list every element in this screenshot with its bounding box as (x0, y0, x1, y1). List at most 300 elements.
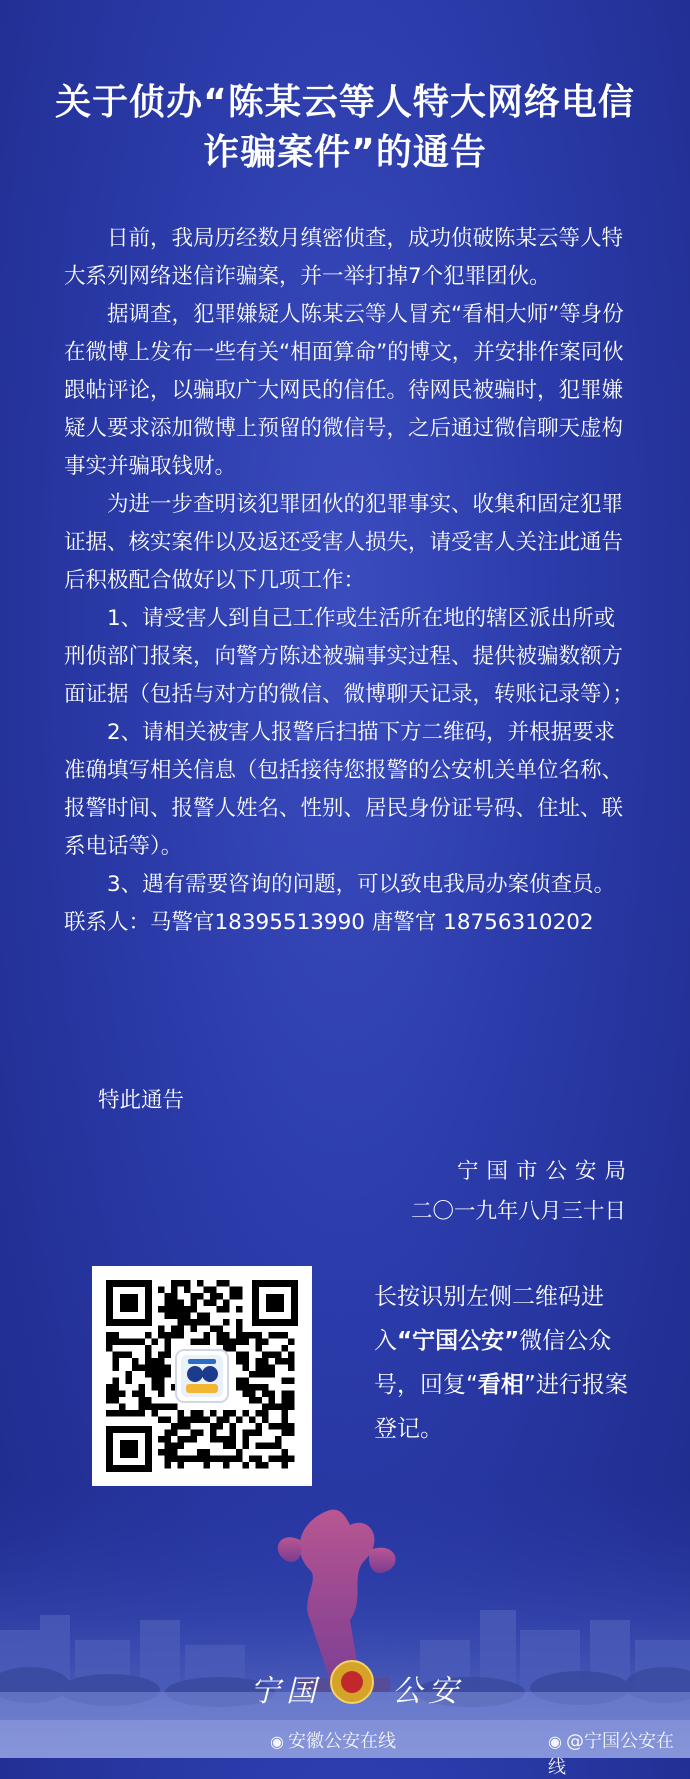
qr-instructions (374, 1275, 634, 1451)
qr-module (236, 1339, 243, 1346)
qr-caption-part3: ”进行报案登记。 (374, 1372, 628, 1442)
qr-module (288, 1391, 295, 1398)
qr-module (126, 1339, 133, 1346)
qr-module (243, 1358, 250, 1365)
qr-module (217, 1423, 224, 1430)
qr-module (256, 1410, 263, 1417)
qr-module (256, 1443, 263, 1450)
qr-module (165, 1339, 172, 1346)
qr-module (158, 1391, 165, 1398)
qr-module (288, 1430, 295, 1437)
paragraph-item-2: 2、请相关被害人报警后扫描下方二维码，并根据要求准确填写相关信息（包括接待您报警的公安机关单位名称、报警时间、报警人姓名、性别、居民身份证号码、住址、联系电话等）。 (64, 720, 624, 859)
qr-module (217, 1456, 224, 1463)
qr-module (113, 1384, 120, 1391)
qr-module (165, 1417, 172, 1424)
qr-module (236, 1384, 243, 1391)
qr-module (145, 1397, 152, 1404)
qr-module (178, 1462, 185, 1469)
qr-module (132, 1391, 139, 1398)
qr-module (165, 1456, 172, 1463)
qr-code-icon[interactable] (92, 1266, 312, 1486)
title-line-1: 关于侦办“陈某云等人特大网络电信 (55, 82, 635, 123)
qr-module (113, 1352, 120, 1359)
qr-module (171, 1430, 178, 1437)
qr-module (282, 1404, 289, 1411)
qr-module (262, 1391, 269, 1398)
qr-module (236, 1332, 243, 1339)
qr-module (119, 1339, 126, 1346)
qr-module (178, 1456, 185, 1463)
qr-module (158, 1384, 165, 1391)
qr-module (119, 1391, 126, 1398)
qr-module (197, 1319, 204, 1326)
qr-module (152, 1410, 159, 1417)
qr-module (288, 1423, 295, 1430)
qr-module (288, 1456, 295, 1463)
qr-module (230, 1443, 237, 1450)
qr-module (217, 1332, 224, 1339)
qr-module (204, 1287, 211, 1294)
police-emblem-icon (330, 1660, 374, 1704)
qr-module (171, 1326, 178, 1333)
qr-module (171, 1443, 178, 1450)
qr-module (132, 1358, 139, 1365)
qr-module (139, 1391, 146, 1398)
qr-module (275, 1358, 282, 1365)
qr-module (184, 1456, 191, 1463)
qr-module (262, 1410, 269, 1417)
paragraph-intro: 日前，我局历经数月缜密侦查，成功侦破陈某云等人特大系列网络迷信诈骗案，并一举打掉7个犯罪团伙。 (64, 226, 624, 289)
weibo-icon: ◉ (548, 1732, 562, 1751)
qr-module (106, 1391, 113, 1398)
qr-module (243, 1378, 250, 1385)
qr-module (145, 1358, 152, 1365)
qr-module (191, 1326, 198, 1333)
qr-module (165, 1300, 172, 1307)
qr-module (269, 1443, 276, 1450)
qr-module (165, 1404, 172, 1411)
qr-module (262, 1371, 269, 1378)
qr-module (282, 1430, 289, 1437)
qr-module (256, 1358, 263, 1365)
qr-module (165, 1313, 172, 1320)
qr-module (249, 1430, 256, 1437)
qr-module (113, 1397, 120, 1404)
qr-module (191, 1306, 198, 1313)
qr-module (282, 1417, 289, 1424)
qr-module (223, 1410, 230, 1417)
qr-module (158, 1306, 165, 1313)
qr-module (262, 1352, 269, 1359)
qr-module (204, 1339, 211, 1346)
qr-module (204, 1319, 211, 1326)
qr-module (184, 1306, 191, 1313)
qr-module (126, 1371, 133, 1378)
qr-module (106, 1339, 113, 1346)
qr-module (282, 1397, 289, 1404)
qr-module (230, 1287, 237, 1294)
qr-module (113, 1332, 120, 1339)
qr-module (288, 1378, 295, 1385)
qr-module (139, 1397, 146, 1404)
qr-module (236, 1456, 243, 1463)
qr-module (184, 1423, 191, 1430)
qr-module (210, 1300, 217, 1307)
qr-module (223, 1339, 230, 1346)
qr-module (275, 1456, 282, 1463)
qr-module (204, 1417, 211, 1424)
qr-module (113, 1410, 120, 1417)
qr-module (184, 1436, 191, 1443)
qr-module (139, 1410, 146, 1417)
qr-module (217, 1306, 224, 1313)
qr-module (171, 1449, 178, 1456)
qr-module (119, 1404, 126, 1411)
qr-module (236, 1293, 243, 1300)
qr-caption-keyword: 看相 (477, 1372, 524, 1398)
qr-module (243, 1462, 250, 1469)
qr-module (197, 1430, 204, 1437)
qr-module (236, 1306, 243, 1313)
qr-module (139, 1365, 146, 1372)
qr-module (243, 1352, 250, 1359)
qr-module (145, 1332, 152, 1339)
qr-module (113, 1365, 120, 1372)
qr-module (217, 1417, 224, 1424)
qr-module (269, 1352, 276, 1359)
qr-module (178, 1443, 185, 1450)
qr-module (158, 1417, 165, 1424)
paragraph-item-3: 3、遇有需要咨询的问题，可以致电我局办案侦查员。 (107, 872, 616, 897)
qr-module (282, 1378, 289, 1385)
qr-module (165, 1345, 172, 1352)
qr-module (230, 1423, 237, 1430)
qr-module (236, 1326, 243, 1333)
qr-module (204, 1462, 211, 1469)
qr-module (269, 1397, 276, 1404)
qr-module (230, 1293, 237, 1300)
qr-module (171, 1404, 178, 1411)
qr-module (165, 1462, 172, 1469)
qr-module (249, 1391, 256, 1398)
qr-module (152, 1371, 159, 1378)
qr-module (275, 1436, 282, 1443)
qr-module (158, 1404, 165, 1411)
qr-module (152, 1384, 159, 1391)
signature-date: 二〇一九年八月三十日 (410, 1199, 626, 1224)
qr-module (184, 1287, 191, 1294)
qr-module (178, 1313, 185, 1320)
qr-module (191, 1430, 198, 1437)
watermark-right-text: @宁国公安在线 (548, 1731, 674, 1778)
qr-module (249, 1397, 256, 1404)
qr-module (282, 1410, 289, 1417)
qr-module (158, 1326, 165, 1333)
qr-module (282, 1456, 289, 1463)
qr-module (210, 1456, 217, 1463)
qr-module (243, 1384, 250, 1391)
qr-module (106, 1332, 113, 1339)
qr-module (184, 1319, 191, 1326)
qr-module (178, 1332, 185, 1339)
qr-module (191, 1293, 198, 1300)
qr-module (171, 1332, 178, 1339)
qr-module (288, 1352, 295, 1359)
qr-module (165, 1293, 172, 1300)
qr-module (210, 1326, 217, 1333)
qr-module (282, 1358, 289, 1365)
qr-module (165, 1352, 172, 1359)
qr-module (275, 1352, 282, 1359)
qr-module (119, 1410, 126, 1417)
qr-module (191, 1319, 198, 1326)
qr-module (243, 1391, 250, 1398)
qr-module (152, 1378, 159, 1385)
footer-brand-right: 公安 (392, 1675, 464, 1708)
qr-module (165, 1443, 172, 1450)
qr-module (191, 1417, 198, 1424)
paragraph-item-1: 1、请受害人到自己工作或生活所在地的辖区派出所或刑侦部门报案，向警方陈述被骗事实过程、提供被骗数额方面证据（包括与对方的微信、微博聊天记录，转账记录等）； (64, 606, 634, 707)
qr-module (165, 1371, 172, 1378)
qr-module (178, 1436, 185, 1443)
qr-module (275, 1332, 282, 1339)
qr-module (106, 1384, 113, 1391)
contact-line: 联系人：马警官18395513990 唐警官 18756310202 (64, 910, 594, 935)
qr-module (132, 1410, 139, 1417)
qr-module (256, 1384, 263, 1391)
qr-module (288, 1404, 295, 1411)
qr-module (152, 1365, 159, 1372)
qr-module (223, 1300, 230, 1307)
qr-module (165, 1306, 172, 1313)
qr-module (132, 1339, 139, 1346)
qr-module (230, 1430, 237, 1437)
qr-module (256, 1345, 263, 1352)
qr-module (210, 1293, 217, 1300)
qr-module (236, 1287, 243, 1294)
qr-module (243, 1332, 250, 1339)
qr-module (152, 1358, 159, 1365)
qr-module (243, 1443, 250, 1450)
qr-module (256, 1371, 263, 1378)
qr-module (249, 1332, 256, 1339)
qr-module (171, 1306, 178, 1313)
qr-module (171, 1456, 178, 1463)
qr-module (249, 1384, 256, 1391)
qr-module (171, 1300, 178, 1307)
qr-module (197, 1313, 204, 1320)
qr-module (113, 1391, 120, 1398)
qr-module (236, 1378, 243, 1385)
qr-module (269, 1423, 276, 1430)
qr-module (256, 1423, 263, 1430)
qr-module (223, 1280, 230, 1287)
qr-module (217, 1326, 224, 1333)
qr-module (165, 1436, 172, 1443)
qr-module (223, 1306, 230, 1313)
qr-module (269, 1332, 276, 1339)
qr-module (230, 1345, 237, 1352)
qr-module (158, 1365, 165, 1372)
watermark-left-text: 安徽公安在线 (287, 1731, 396, 1752)
qr-module (243, 1365, 250, 1372)
qr-module (282, 1449, 289, 1456)
qr-module (106, 1397, 113, 1404)
qr-module (165, 1430, 172, 1437)
qr-module (178, 1280, 185, 1287)
qr-module (113, 1339, 120, 1346)
qr-module (126, 1410, 133, 1417)
qr-module (171, 1280, 178, 1287)
closing-text: 特此通告 (98, 1088, 185, 1113)
qr-module (178, 1300, 185, 1307)
qr-module (191, 1436, 198, 1443)
qr-module (236, 1449, 243, 1456)
qr-module (269, 1391, 276, 1398)
qr-module (197, 1456, 204, 1463)
weibo-icon: ◉ (270, 1732, 284, 1751)
qr-module (145, 1345, 152, 1352)
qr-module (171, 1423, 178, 1430)
qr-module (204, 1456, 211, 1463)
qr-module (210, 1410, 217, 1417)
qr-module (145, 1365, 152, 1372)
qr-module (165, 1365, 172, 1372)
qr-module (145, 1371, 152, 1378)
qr-module (178, 1423, 185, 1430)
qr-module (262, 1417, 269, 1424)
qr-module (113, 1378, 120, 1385)
qr-module (275, 1443, 282, 1450)
qr-module (243, 1436, 250, 1443)
qr-module (178, 1319, 185, 1326)
qr-module (158, 1449, 165, 1456)
qr-module (288, 1339, 295, 1346)
qr-module (158, 1352, 165, 1359)
qr-module (223, 1436, 230, 1443)
qr-module (262, 1358, 269, 1365)
qr-module (217, 1293, 224, 1300)
qr-module (223, 1443, 230, 1450)
qr-module (243, 1430, 250, 1437)
qr-module (282, 1332, 289, 1339)
qr-module (223, 1456, 230, 1463)
qr-module (236, 1319, 243, 1326)
qr-module (262, 1365, 269, 1372)
qr-module (288, 1397, 295, 1404)
qr-module (178, 1417, 185, 1424)
qr-module (145, 1352, 152, 1359)
signature-block (410, 1152, 634, 1232)
qr-module (269, 1456, 276, 1463)
title-line-2: 诈骗案件”的通告 (203, 132, 487, 173)
qr-module (288, 1358, 295, 1365)
qr-module (282, 1345, 289, 1352)
qr-module (249, 1456, 256, 1463)
qr-module (243, 1410, 250, 1417)
qr-module (262, 1384, 269, 1391)
qr-module (119, 1352, 126, 1359)
qr-module (243, 1339, 250, 1346)
qr-module (217, 1436, 224, 1443)
qr-module (191, 1339, 198, 1346)
watermark-right (548, 1727, 690, 1779)
qr-module (282, 1462, 289, 1469)
qr-module (158, 1358, 165, 1365)
qr-module (223, 1319, 230, 1326)
qr-caption-account: “宁国公安” (397, 1328, 520, 1354)
paragraph-investigation: 据调查，犯罪嫌疑人陈某云等人冒充“看相大师”等身份在微博上发布一些有关“相面算命”的博文，并安排作案同伙跟帖评论，以骗取广大网民的信任。待网民被骗时，犯罪嫌疑人要求添加微博上预留的微信号，之后通过微信聊天虚构事实并骗取钱财。 (64, 302, 624, 479)
qr-module (217, 1280, 224, 1287)
qr-module (223, 1417, 230, 1424)
qr-module (197, 1410, 204, 1417)
qr-module (204, 1332, 211, 1339)
qr-module (249, 1371, 256, 1378)
city-skyline-image (0, 1480, 690, 1758)
qr-module (158, 1436, 165, 1443)
qr-module (269, 1371, 276, 1378)
qr-module (262, 1404, 269, 1411)
qr-module (269, 1404, 276, 1411)
qr-module (191, 1456, 198, 1463)
qr-module (256, 1365, 263, 1372)
qr-module (236, 1417, 243, 1424)
qr-module (145, 1404, 152, 1411)
watermark-left (270, 1727, 396, 1753)
qr-module (152, 1404, 159, 1411)
qr-module (158, 1332, 165, 1339)
qr-module (184, 1417, 191, 1424)
qr-module (288, 1365, 295, 1372)
qr-module (262, 1339, 269, 1346)
notice-body (64, 220, 634, 942)
qr-module (249, 1417, 256, 1424)
qr-module (171, 1313, 178, 1320)
qr-module (165, 1332, 172, 1339)
qr-module (184, 1313, 191, 1320)
qr-module (230, 1410, 237, 1417)
qr-code-graphic (92, 1266, 312, 1486)
qr-module (165, 1449, 172, 1456)
qr-module (197, 1449, 204, 1456)
signature-org: 宁国市公安局 (456, 1159, 634, 1184)
qr-module (139, 1404, 146, 1411)
qr-module (132, 1365, 139, 1372)
notice-title (0, 78, 690, 178)
qr-module (197, 1417, 204, 1424)
qr-module (126, 1378, 133, 1385)
qr-module (236, 1352, 243, 1359)
qr-module (256, 1462, 263, 1469)
qr-module (210, 1430, 217, 1437)
qr-module (184, 1280, 191, 1287)
qr-module (210, 1287, 217, 1294)
qr-module (178, 1326, 185, 1333)
qr-module (152, 1339, 159, 1346)
qr-module (139, 1384, 146, 1391)
qr-module (262, 1443, 269, 1450)
qr-module (197, 1280, 204, 1287)
qr-caption-part1: 长按识别左侧二维码进入 (374, 1284, 604, 1354)
qr-module (139, 1339, 146, 1346)
qr-module (113, 1358, 120, 1365)
qr-module (171, 1287, 178, 1294)
qr-module (210, 1436, 217, 1443)
qr-module (256, 1456, 263, 1463)
qr-module (236, 1358, 243, 1365)
qr-module (223, 1462, 230, 1469)
qr-module (282, 1391, 289, 1398)
